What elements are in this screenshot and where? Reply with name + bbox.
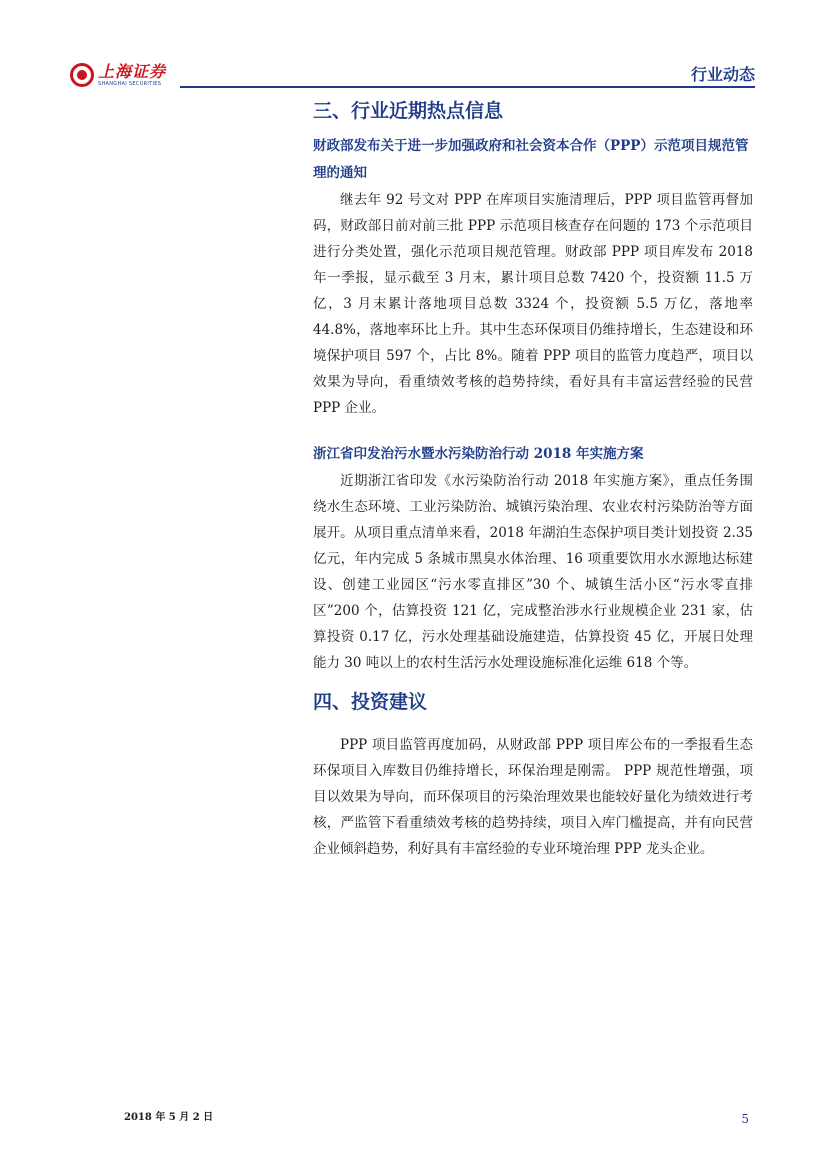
section-4-title: 四、投资建议 xyxy=(313,691,428,713)
logo-chinese-name: 上海证券 xyxy=(98,61,167,81)
news-2-body: 近期浙江省印发《水污染防治行动 2018 年实施方案》，重点任务围绕水生态环境、工业污染防治、城镇污染治理、农业农村污染防治等方面展开。从项目重点清单来看，2018 年湖泊生态保护项目类计划投资 2.35 亿元，年内完成 5 条城市黑臭水体治理、16 项重要饮用水水源地达标建设、创建工业园区“污水零直排区”30 个、城镇生活小区“污水零直排区”200 个，估算投资 121 亿，完成整治涉水行业规模企业 231 家，估算投资 0.17 亿，污水处理基础设施建造，估算投资 45 亿，开展日处理能力 30 吨以上的农村生活污水处理设施标准化运维 618 个等。 xyxy=(313,473,753,671)
page-header xyxy=(0,0,827,100)
report-type-tag: 行业动态 xyxy=(690,65,755,84)
logo-emblem-icon xyxy=(70,63,94,87)
report-date: 2018 年 5 月 2 日 xyxy=(124,1112,214,1123)
company-logo xyxy=(70,60,180,90)
news-1-body: 继去年 92 号文对 PPP 在库项目实施清理后，PPP 项目监管再督加码，财政部日前对前三批 PPP 示范项目核查存在问题的 173 个示范项目进行分类处置，强化示范项目规范管理。财政部 PPP 项目库发布 2018 年一季报，显示截至 3 月末，累计项目总数 7420 个，投资额 11.5 万亿，3 月末累计落地项目总数 3324 个，投资额 5.5 万亿，落地率 44.8%，落地率环比上升。其中生态环保项目仍维持增长，生态建设和环境保护项目 597 个，占比 8%。随着 PPP 项目的监管力度趋严，项目以效果为导向，看重绩效考核的趋势持续，看好具有丰富运营经验的民营 PPP 企业。 xyxy=(313,192,753,416)
news-1-title: 财政部发布关于进一步加强政府和社会资本合作（PPP）示范项目规范管理的通知 xyxy=(313,138,749,181)
logo-english-name: SHANGHAI SECURITIES xyxy=(98,80,162,87)
section-3-title: 三、行业近期热点信息 xyxy=(313,100,504,122)
main-content xyxy=(313,97,753,862)
header-rule xyxy=(180,86,755,88)
page-number: 5 xyxy=(741,1112,749,1126)
investment-advice-body: PPP 项目监管再度加码，从财政部 PPP 项目库公布的一季报看生态环保项目入库数目仍维持增长，环保治理是刚需。 PPP 规范性增强，项目以效果为导向，而环保项目的污染治理效果也能较好量化为绩效进行考核，严监管下看重绩效考核的趋势持续，项目入库门槛提高，并有向民营企业倾斜趋势，利好具有丰富经验的专业环境治理 PPP 龙头企业。 xyxy=(313,737,753,857)
news-2-title: 浙江省印发治污水暨水污染防治行动 2018 年实施方案 xyxy=(313,446,644,462)
